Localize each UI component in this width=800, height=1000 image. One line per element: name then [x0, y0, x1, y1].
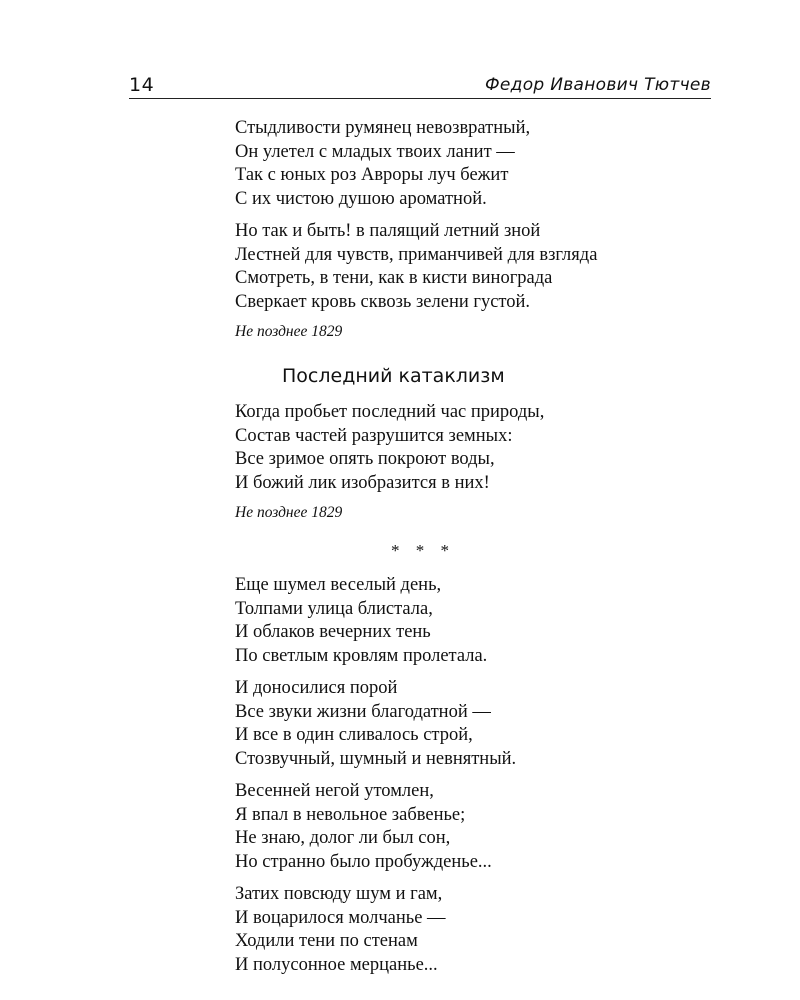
- poem: [235, 363, 735, 524]
- poem: [235, 540, 735, 977]
- poem: [235, 117, 735, 343]
- poem-line: Сверкает кровь сквозь зелени густой.: [235, 291, 531, 312]
- poem-line: Не знаю, долог ли был сон,: [235, 828, 451, 848]
- poem-date: Не позднее 1829: [235, 323, 343, 340]
- poem-line: Я впал в невольное забвенье;: [235, 804, 466, 825]
- poem-line: Все зримое опять покроют воды,: [235, 449, 495, 469]
- running-title: Федор Иванович Тютчев: [484, 75, 711, 95]
- poem-line: Когда пробьет последний час природы,: [235, 402, 545, 422]
- poem-line: Он улетел с младых твоих ланит —: [235, 141, 515, 162]
- poem-line: Так с юных роз Авроры луч бежит: [235, 165, 509, 185]
- poem-line: По светлым кровлям пролетала.: [235, 645, 488, 666]
- stanza: [235, 677, 735, 771]
- poem-title: Последний катаклизм: [282, 365, 505, 387]
- poem-line: Состав частей разрушится земных:: [235, 425, 513, 446]
- stanza: [235, 401, 735, 495]
- poem-line: Затих повсюду шум и гам,: [235, 884, 443, 904]
- poem-line: Все звуки жизни благодатной —: [235, 701, 491, 722]
- poem-line: Но странно было пробужденье...: [235, 851, 492, 872]
- stanza: [235, 883, 735, 977]
- poem-line: И божий лик изобразится в них!: [235, 472, 490, 493]
- poem-line: Лестней для чувств, приманчивей для взгляда: [235, 244, 598, 265]
- poem-line: И полусонное мерцанье...: [235, 954, 438, 975]
- asterism: * * *: [391, 541, 455, 560]
- page-number: 14: [129, 74, 155, 96]
- page-content: [235, 117, 735, 986]
- poem-line: Еще шумел веселый день,: [235, 575, 442, 595]
- poem-line: Стыдливости румянец невозвратный,: [235, 118, 531, 138]
- page-header: [129, 72, 711, 99]
- poem-line: Толпами улица блистала,: [235, 598, 433, 619]
- stanza: [235, 574, 735, 668]
- stanza: [235, 117, 735, 211]
- poem-line: Смотреть, в тени, как в кисти винограда: [235, 268, 553, 288]
- poem-line: С их чистою душою ароматной.: [235, 188, 487, 209]
- poem-line: Ходили тени по стенам: [235, 931, 418, 951]
- poem-line: И воцарилося молчанье —: [235, 907, 446, 928]
- poem-line: Весенней негой утомлен,: [235, 781, 434, 801]
- poem-line: И доносилися порой: [235, 678, 398, 698]
- poem-line: Стозвучный, шумный и невнятный.: [235, 748, 517, 769]
- stanza: [235, 220, 735, 314]
- poem-line: И облаков вечерних тень: [235, 622, 431, 642]
- poem-line: И все в один сливалось строй,: [235, 725, 473, 745]
- stanza: [235, 780, 735, 874]
- poem-date: Не позднее 1829: [235, 504, 343, 521]
- poem-line: Но так и быть! в палящий летний зной: [235, 221, 541, 241]
